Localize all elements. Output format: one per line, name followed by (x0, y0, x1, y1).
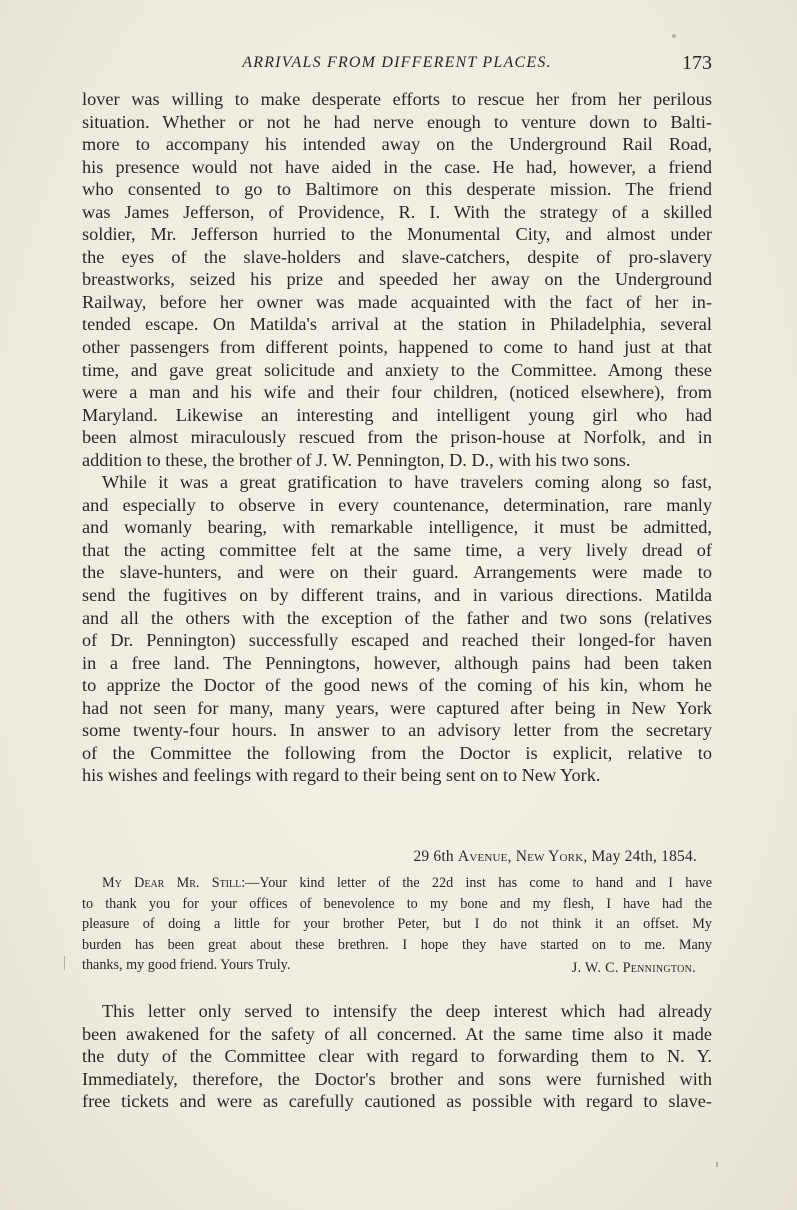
text-line: Maryland. Likewise an interesting and intelligent young girl who had (82, 404, 712, 425)
letter-line (82, 873, 712, 894)
text-line: Railway, before her owner was made acquainted with the fact of her in- (82, 291, 712, 312)
text-line: to apprize the Doctor of the good news of the coming of his kin, whom he (82, 675, 712, 696)
text-line: and especially to observe in every countenance, determination, rare manly (82, 494, 712, 515)
text-line: time, and gave great solicitude and anxiety to the Committee. Among these (82, 359, 712, 380)
letter-line: thanks, my good friend. Yours Truly. (82, 957, 291, 974)
text-line: lover was willing to make desperate efforts to rescue her from her perilous (82, 89, 712, 109)
letter-salutation: My Dear Mr. Still (102, 875, 242, 891)
text-line: been almost miraculously rescued from the prison-house at Norfolk, and in (82, 427, 712, 448)
text-line: While it was a great gratification to have travelers coming along so fast, (102, 472, 712, 493)
signature-initials: J. W. C. (571, 960, 623, 976)
text-line: had not seen for many, many years, were captured after being in New York (82, 697, 712, 718)
text-line: his wishes and feelings with regard to their being sent on to New York. (82, 765, 601, 786)
text-line: more to accompany his intended away on the Underground Rail Road, (82, 134, 712, 155)
dateline-avenue: Avenue (457, 848, 508, 865)
text-line: Immediately, therefore, the Doctor's brother and sons were furnished with (82, 1068, 712, 1089)
letter-line: to thank you for your offices of benevolence to my bone and my flesh, I have had the (82, 895, 712, 912)
dateline-suffix: , May 24th, 1854. (583, 848, 697, 865)
dateline-prefix: 29 6th (413, 848, 458, 865)
text-line: This letter only served to intensify the deep interest which had already (102, 1001, 712, 1021)
text-line: free tickets and were as carefully cautioned as possible with regard to slave- (82, 1091, 712, 1112)
text-line: of the Committee the following from the Doctor is explicit, relative to (82, 742, 712, 763)
text-line: were a man and his wife and their four children, (noticed elsewhere), from (82, 382, 712, 403)
text-line: breastworks, seized his prize and speeded her away on the Underground (82, 269, 712, 290)
main-text (82, 88, 712, 787)
letter-line: pleasure of doing a little for your brother Peter, but I do not think it an offset. My (82, 916, 712, 933)
text-line: the duty of the Committee clear with regard to forwarding them to N. Y. (82, 1046, 712, 1067)
letter-line-text: :—Your kind letter of the 22d inst has come to hand and I have (241, 875, 712, 891)
letter-line: burden has been great about these brethren. I hope they have started on to me. Many (82, 936, 712, 953)
text-line: situation. Whether or not he had nerve enough to venture down to Balti- (82, 111, 712, 132)
paper-speck (716, 1162, 718, 1167)
text-line: send the fugitives on by different trains, and in various directions. Matilda (82, 585, 712, 606)
text-line: soldier, Mr. Jefferson hurried to the Monumental City, and almost under (82, 224, 712, 245)
text-line: his presence would not have aided in the case. He had, however, a friend (82, 156, 712, 177)
text-line: addition to these, the brother of J. W. Pennington, D. D., with his two sons. (82, 449, 631, 470)
closing-text (82, 1000, 712, 1113)
text-line: and all the others with the exception of the father and two sons (relatives (82, 607, 712, 628)
letter-signature (82, 960, 696, 977)
running-head (82, 52, 712, 76)
text-line: was James Jefferson, of Providence, R. I. With the strategy of a skilled (82, 201, 712, 222)
page-number: 173 (682, 52, 712, 74)
paper-speck (672, 34, 676, 38)
text-line: the slave-hunters, and were on their guard. Arrangements were made to (82, 562, 712, 583)
text-line: and womanly bearing, with remarkable intelligence, it must be admitted, (82, 517, 712, 538)
text-line: who consented to go to Baltimore on this desperate mission. The friend (82, 179, 712, 200)
text-line: tended escape. On Matilda's arrival at the station in Philadelphia, several (82, 314, 712, 335)
letter-dateline (82, 847, 697, 867)
text-line: that the acting committee felt at the same time, a very lively dread of (82, 539, 712, 560)
text-line: been awakened for the safety of all concerned. At the same time also it made (82, 1023, 712, 1044)
dateline-comma: , (507, 848, 516, 865)
text-line: the eyes of the slave-holders and slave-catchers, despite of pro-slavery (82, 246, 712, 267)
dateline-city: New York (515, 848, 584, 865)
paper-speck (64, 956, 65, 970)
text-line: some twenty-four hours. In answer to an advisory letter from the secretary (82, 720, 712, 741)
running-title: ARRIVALS FROM DIFFERENT PLACES. (242, 54, 552, 71)
signature-name: Pennington. (622, 960, 696, 976)
text-line: of Dr. Pennington) successfully escaped and reached their longed-for haven (82, 630, 712, 651)
text-line: other passengers from different points, happened to come to hand just at that (82, 337, 712, 358)
text-line: in a free land. The Penningtons, however, although pains had been taken (82, 652, 712, 673)
